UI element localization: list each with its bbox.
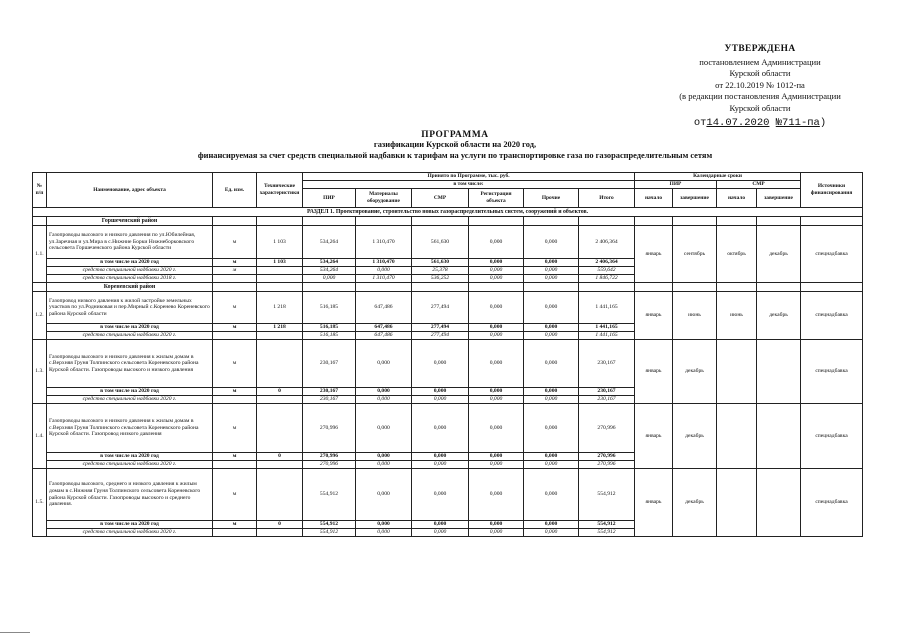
header-tech: Технические характеристики <box>257 173 303 208</box>
edit-prefix: от <box>693 116 707 129</box>
calendar-end2: декабрь <box>757 292 801 340</box>
empty-cell <box>303 283 356 292</box>
tech-cell: 1 103 <box>257 259 303 267</box>
section-title: РАЗДЕЛ 1. Проектирование, строительство новых газораспределительных систем, сооружений и объектов. <box>33 208 863 217</box>
value-registration: 0,000 <box>469 521 524 529</box>
value-other: 0,000 <box>524 292 579 324</box>
value-other: 0,000 <box>524 453 579 461</box>
tech-cell <box>257 469 303 521</box>
value-total: 554,912 <box>579 529 635 537</box>
title-line-1: ПРОГРАММА <box>421 130 489 140</box>
header-name: Наименование, адрес объекта <box>47 173 213 208</box>
district-row <box>33 217 863 226</box>
row-label: в том числе на 2020 год <box>47 324 213 332</box>
empty-cell <box>579 217 635 226</box>
value-other: 0,000 <box>524 324 579 332</box>
value-pir: 230,167 <box>303 340 356 388</box>
empty-cell <box>801 283 863 292</box>
empty-cell <box>717 217 757 226</box>
district-num-cell <box>33 217 47 226</box>
empty-cell <box>801 217 863 226</box>
calendar-start2 <box>717 340 757 404</box>
row-number: 1.1. <box>33 226 47 283</box>
value-total: 230,167 <box>579 340 635 388</box>
value-pir: 554,912 <box>303 469 356 521</box>
empty-cell <box>524 283 579 292</box>
empty-cell <box>412 217 469 226</box>
unit-cell: м <box>213 469 257 521</box>
value-smr: 0,000 <box>412 404 469 453</box>
value-smr: 536,252 <box>412 275 469 283</box>
value-total: 270,996 <box>579 404 635 453</box>
unit-cell: м <box>213 453 257 461</box>
empty-cell <box>757 217 801 226</box>
value-total: 2 406,364 <box>579 259 635 267</box>
value-materials: 0,000 <box>356 461 412 469</box>
value-smr: 277,494 <box>412 292 469 324</box>
row-label: средства специальной надбавки 2020 г. <box>47 396 213 404</box>
value-pir: 516,185 <box>303 324 356 332</box>
calendar-end1: декабрь <box>673 340 717 404</box>
value-other: 0,000 <box>524 469 579 521</box>
value-smr: 0,000 <box>412 521 469 529</box>
approval-line: постановлением Администрации <box>699 56 821 67</box>
title-line-2: газификации Курской области на 2020 год, <box>373 140 537 150</box>
value-pir: 0,000 <box>303 275 356 283</box>
tech-cell <box>257 275 303 283</box>
row-label: средства специальной надбавки 2020 г. <box>47 332 213 340</box>
value-other: 0,000 <box>524 529 579 537</box>
value-registration: 0,000 <box>469 469 524 521</box>
empty-cell <box>635 283 673 292</box>
row-label: средства специальной надбавки 2018 г. <box>47 275 213 283</box>
value-pir: 554,912 <box>303 521 356 529</box>
value-registration: 0,000 <box>469 340 524 388</box>
value-other: 0,000 <box>524 332 579 340</box>
calendar-end2: декабрь <box>757 226 801 283</box>
calendar-end1: декабрь <box>673 404 717 469</box>
approval-heading: УТВЕРЖДЕНА <box>724 44 796 54</box>
table-row <box>33 404 863 453</box>
value-materials: 1 310,470 <box>356 259 412 267</box>
calendar-end1: декабрь <box>673 469 717 537</box>
value-materials: 1 310,470 <box>356 275 412 283</box>
empty-cell <box>257 283 303 292</box>
value-materials: 1 310,470 <box>356 226 412 259</box>
approval-edit-line <box>640 116 880 130</box>
calendar-start2 <box>717 469 757 537</box>
value-other: 0,000 <box>524 396 579 404</box>
value-pir: 270,996 <box>303 404 356 453</box>
tech-cell <box>257 267 303 275</box>
value-registration: 0,000 <box>469 453 524 461</box>
value-smr: 25,378 <box>412 267 469 275</box>
value-registration: 0,000 <box>469 332 524 340</box>
value-pir: 270,996 <box>303 453 356 461</box>
value-total: 270,996 <box>579 461 635 469</box>
source-cell: спецнадбавка <box>801 226 863 283</box>
value-registration: 0,000 <box>469 529 524 537</box>
value-total: 230,167 <box>579 396 635 404</box>
value-smr: 0,000 <box>412 529 469 537</box>
unit-cell: м <box>213 388 257 396</box>
value-pir: 516,185 <box>303 292 356 324</box>
row-label: в том числе на 2020 год <box>47 388 213 396</box>
program-table <box>32 172 863 537</box>
unit-cell <box>213 396 257 404</box>
row-label: средства специальной надбавки 2020 г. <box>47 529 213 537</box>
object-name: Газопроводы высокого и низкого давления к жилым домам в с.Верхняя Груня Толпинского сельсовета Кореневского района Курской области. Газопровод низкого давления <box>47 404 213 453</box>
edit-number: №711-па <box>775 116 820 129</box>
unit-cell: м <box>213 404 257 453</box>
unit-cell: м <box>213 259 257 267</box>
value-pir: 534,264 <box>303 267 356 275</box>
value-materials: 0,000 <box>356 469 412 521</box>
object-name: Газопроводы высокого, среднего и низкого давления к жилым домам в с.Нижняя Груня Толпинского сельсовета Кореневского района Курской области. Газопроводы высокого и среднего давления. <box>47 469 213 521</box>
object-name: Газопроводы высокого и низкого давления к жилым домам в с.Верхняя Груня Толпинского сельсовета Кореневского района Курской области. Газопроводы высокого и низкого давления <box>47 340 213 388</box>
value-materials: 0,000 <box>356 396 412 404</box>
value-registration: 0,000 <box>469 388 524 396</box>
value-other: 0,000 <box>524 461 579 469</box>
value-smr: 277,494 <box>412 324 469 332</box>
value-total: 2 406,364 <box>579 226 635 259</box>
value-smr: 0,000 <box>412 388 469 396</box>
header-smr: СМР <box>412 189 469 208</box>
row-number: 1.4. <box>33 404 47 469</box>
calendar-end1: сентябрь <box>673 226 717 283</box>
value-smr: 0,000 <box>412 453 469 461</box>
title-line-3: финансируемая за счет средств специальной надбавки к тарифам на услуги по транспортировке газа по газораспределительным сетям <box>197 150 713 160</box>
value-pir: 230,167 <box>303 388 356 396</box>
table-row <box>33 226 863 259</box>
value-total: 554,912 <box>579 521 635 529</box>
source-cell: спецнадбавка <box>801 404 863 469</box>
approval-line: от 22.10.2019 № 1012-па <box>715 79 805 90</box>
calendar-start2: июнь <box>717 292 757 340</box>
page-edge-mark <box>0 632 30 633</box>
empty-cell <box>757 283 801 292</box>
value-pir: 534,264 <box>303 259 356 267</box>
value-materials: 647,486 <box>356 324 412 332</box>
tech-cell: 0 <box>257 453 303 461</box>
unit-cell <box>213 275 257 283</box>
value-materials: 0,000 <box>356 388 412 396</box>
header-cal-smr: СМР <box>717 181 801 189</box>
header-unit: Ед. изм. <box>213 173 257 208</box>
row-number: 1.3. <box>33 340 47 404</box>
district-name: Кореневский район <box>47 283 213 292</box>
value-materials: 0,000 <box>356 521 412 529</box>
value-pir: 516,185 <box>303 332 356 340</box>
calendar-start1: январь <box>635 340 673 404</box>
source-cell: спецнадбавка <box>801 340 863 404</box>
empty-cell <box>524 217 579 226</box>
empty-cell <box>213 217 257 226</box>
value-materials: 0,000 <box>356 267 412 275</box>
header-sources: Источники финансирования <box>801 173 863 208</box>
tech-cell: 0 <box>257 388 303 396</box>
value-registration: 0,000 <box>469 267 524 275</box>
value-other: 0,000 <box>524 267 579 275</box>
value-total: 1 441,165 <box>579 292 635 324</box>
value-materials: 0,000 <box>356 529 412 537</box>
calendar-end2 <box>757 340 801 404</box>
header-including: в том числе: <box>303 181 635 189</box>
row-number: 1.2. <box>33 292 47 340</box>
calendar-start2 <box>717 404 757 469</box>
empty-cell <box>412 283 469 292</box>
header-start-smr: начало <box>717 189 757 208</box>
header-pir: ПИР <box>303 189 356 208</box>
value-total: 1 441,165 <box>579 324 635 332</box>
value-total: 554,912 <box>579 469 635 521</box>
calendar-start1: январь <box>635 226 673 283</box>
document-title <box>60 130 850 161</box>
approval-block <box>640 44 880 130</box>
value-pir: 554,912 <box>303 529 356 537</box>
value-registration: 0,000 <box>469 226 524 259</box>
unit-cell: м <box>213 324 257 332</box>
value-registration: 0,000 <box>469 292 524 324</box>
edit-suffix: ) <box>819 116 827 129</box>
value-registration: 0,000 <box>469 275 524 283</box>
unit-cell: м <box>213 292 257 324</box>
row-label: в том числе на 2020 год <box>47 259 213 267</box>
tech-cell <box>257 340 303 388</box>
value-registration: 0,000 <box>469 404 524 453</box>
row-label: средства специальной надбавки 2020 г. <box>47 267 213 275</box>
tech-cell <box>257 396 303 404</box>
district-name: Горшеченский район <box>47 217 213 226</box>
unit-cell <box>213 461 257 469</box>
calendar-start1: январь <box>635 404 673 469</box>
header-end-pir: завершение <box>673 189 717 208</box>
value-total: 230,167 <box>579 388 635 396</box>
header-other: Прочие <box>524 189 579 208</box>
empty-cell <box>356 283 412 292</box>
empty-cell <box>469 283 524 292</box>
object-name: Газопровод низкого давления к жилой застройке земельных участков по ул.Родниковая и пер.Мирный с.Коренево Кореневского района Курской области <box>47 292 213 324</box>
tech-cell <box>257 529 303 537</box>
value-other: 0,000 <box>524 275 579 283</box>
value-other: 0,000 <box>524 388 579 396</box>
header-accepted: Принято по Программе, тыс. руб. <box>303 173 635 181</box>
tech-cell <box>257 461 303 469</box>
value-other: 0,000 <box>524 259 579 267</box>
value-registration: 0,000 <box>469 461 524 469</box>
empty-cell <box>635 217 673 226</box>
empty-cell <box>213 283 257 292</box>
tech-cell: 1 103 <box>257 226 303 259</box>
object-name: Газопроводы высокого и низкого давления по ул.Юбилейная, ул.Заречная и ул.Мира в с.Нижние Борки Нижнеборковского сельсовета Горшеченского района Курской области <box>47 226 213 259</box>
header-start-pir: начало <box>635 189 673 208</box>
tech-cell: 0 <box>257 521 303 529</box>
empty-cell <box>257 217 303 226</box>
approval-line: (в редакции постановления Администрации <box>679 91 841 102</box>
calendar-start1: январь <box>635 292 673 340</box>
calendar-start1: январь <box>635 469 673 537</box>
calendar-start2: октябрь <box>717 226 757 283</box>
table-header-row <box>33 173 863 181</box>
district-row <box>33 283 863 292</box>
value-smr: 561,630 <box>412 259 469 267</box>
header-end-smr: завершение <box>757 189 801 208</box>
value-smr: 561,630 <box>412 226 469 259</box>
row-number: 1.5. <box>33 469 47 537</box>
row-label: средства специальной надбавки 2020 г. <box>47 461 213 469</box>
tech-cell <box>257 404 303 453</box>
approval-line: Курской области <box>729 102 791 113</box>
value-materials: 0,000 <box>356 453 412 461</box>
table-body <box>33 208 863 537</box>
value-registration: 0,000 <box>469 259 524 267</box>
unit-cell <box>213 529 257 537</box>
value-smr: 0,000 <box>412 340 469 388</box>
edit-date: 14.07.2020 <box>706 116 770 129</box>
value-other: 0,000 <box>524 521 579 529</box>
tech-cell <box>257 332 303 340</box>
value-smr: 277,494 <box>412 332 469 340</box>
unit-cell: м <box>213 267 257 275</box>
approval-line: Курской области <box>729 68 791 79</box>
value-other: 0,000 <box>524 404 579 453</box>
empty-cell <box>717 283 757 292</box>
calendar-end2 <box>757 469 801 537</box>
value-materials: 0,000 <box>356 340 412 388</box>
value-materials: 647,486 <box>356 332 412 340</box>
calendar-end1: июнь <box>673 292 717 340</box>
empty-cell <box>303 217 356 226</box>
tech-cell: 1 218 <box>257 292 303 324</box>
value-smr: 0,000 <box>412 461 469 469</box>
value-materials: 647,486 <box>356 292 412 324</box>
empty-cell <box>673 283 717 292</box>
header-calendar: Календарные сроки <box>635 173 801 181</box>
unit-cell: м <box>213 521 257 529</box>
value-smr: 0,000 <box>412 469 469 521</box>
table-row <box>33 340 863 388</box>
value-pir: 230,167 <box>303 396 356 404</box>
district-num-cell <box>33 283 47 292</box>
value-pir: 534,264 <box>303 226 356 259</box>
source-cell: спецнадбавка <box>801 469 863 537</box>
row-label: в том числе на 2020 год <box>47 521 213 529</box>
table-row <box>33 469 863 521</box>
empty-cell <box>469 217 524 226</box>
calendar-end2 <box>757 404 801 469</box>
table-row <box>33 292 863 324</box>
unit-cell <box>213 332 257 340</box>
value-other: 0,000 <box>524 340 579 388</box>
tech-cell: 1 218 <box>257 324 303 332</box>
empty-cell <box>356 217 412 226</box>
empty-cell <box>673 217 717 226</box>
value-materials: 0,000 <box>356 404 412 453</box>
value-total: 1 846,722 <box>579 275 635 283</box>
section-row <box>33 208 863 217</box>
value-smr: 0,000 <box>412 396 469 404</box>
unit-cell: м <box>213 226 257 259</box>
header-materials: Материалы оборудование <box>356 189 412 208</box>
value-registration: 0,000 <box>469 396 524 404</box>
value-total: 270,996 <box>579 453 635 461</box>
empty-cell <box>579 283 635 292</box>
row-label: в том числе на 2020 год <box>47 453 213 461</box>
value-other: 0,000 <box>524 226 579 259</box>
value-total: 1 441,165 <box>579 332 635 340</box>
header-cal-pir: ПИР <box>635 181 717 189</box>
header-registration: Регистрация объекта <box>469 189 524 208</box>
header-total: Итого <box>579 189 635 208</box>
unit-cell: м <box>213 340 257 388</box>
value-total: 559,642 <box>579 267 635 275</box>
header-num: № п/п <box>33 173 47 208</box>
value-pir: 270,996 <box>303 461 356 469</box>
value-registration: 0,000 <box>469 324 524 332</box>
source-cell: спецнадбавка <box>801 292 863 340</box>
